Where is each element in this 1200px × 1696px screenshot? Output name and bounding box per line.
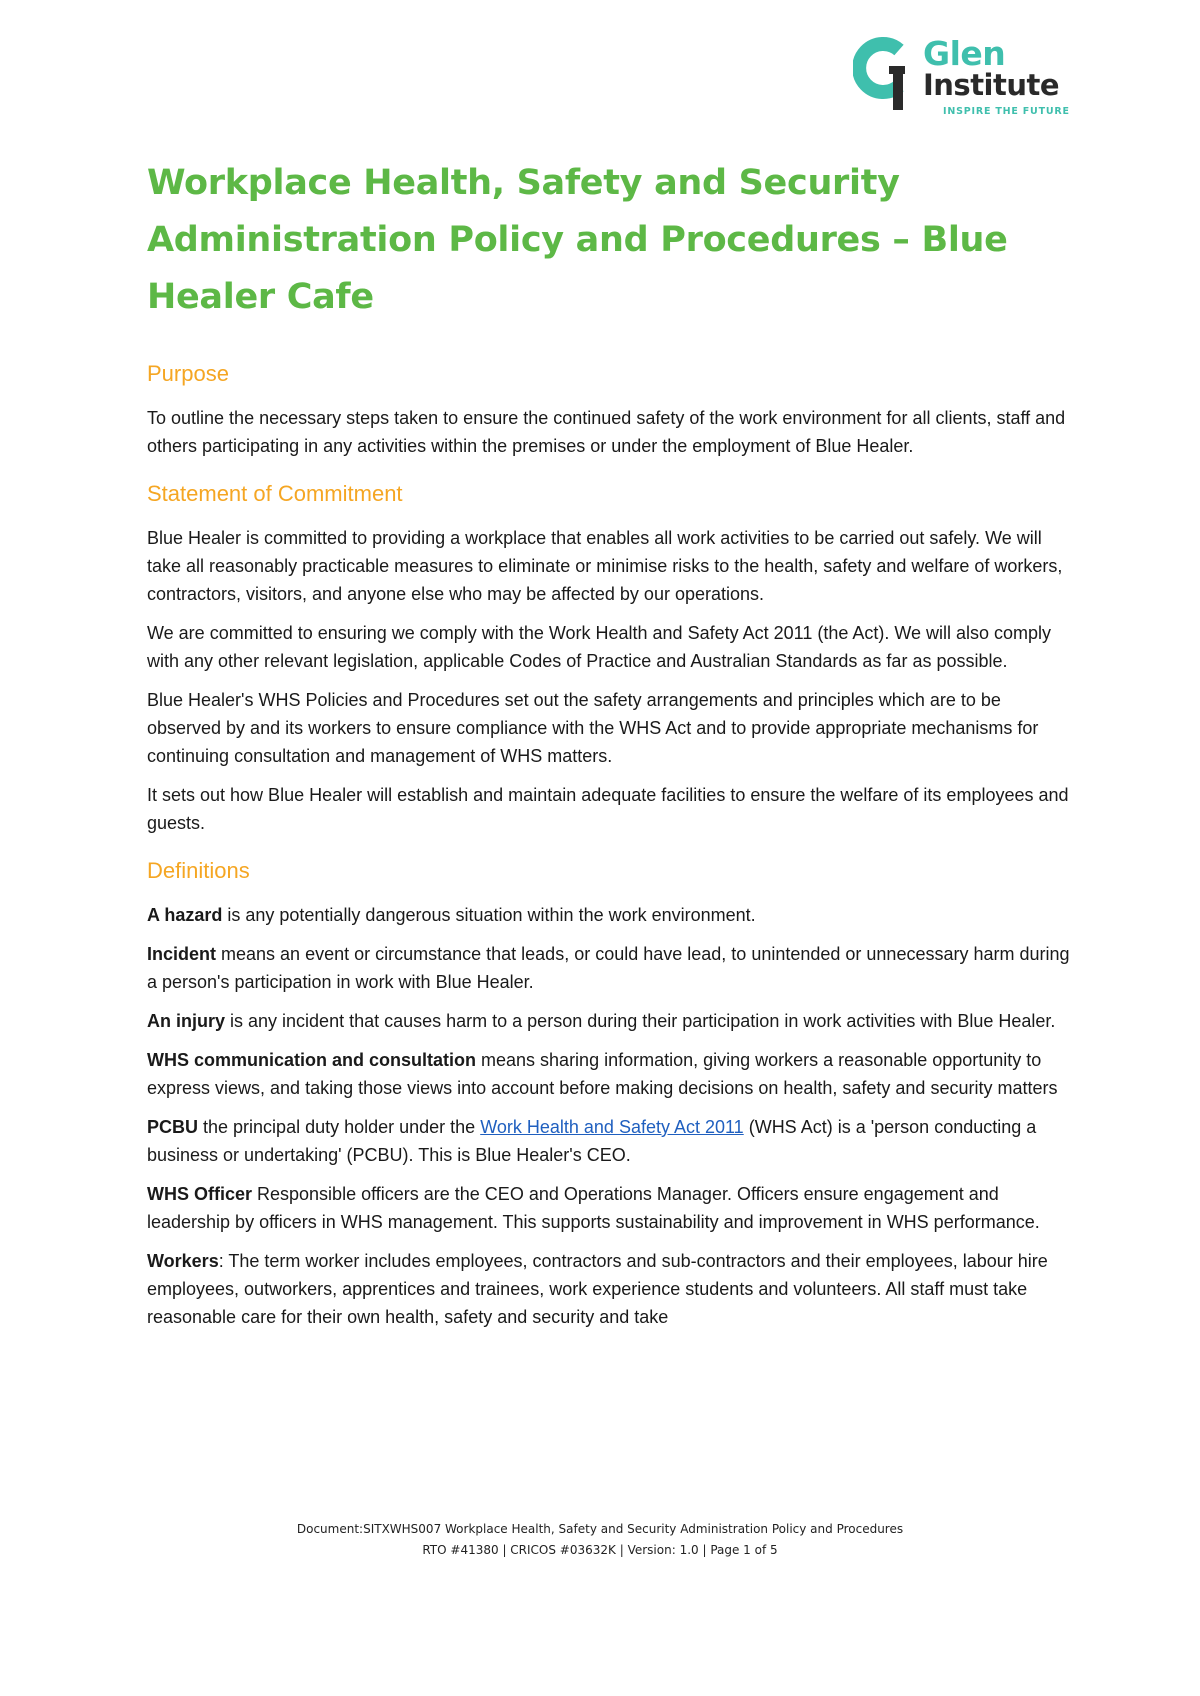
definition-term: WHS communication and consultation	[147, 1050, 477, 1070]
footer-document-line: Document:SITXWHS007 Workplace Health, Safety and Security Administration Policy and Procedures	[296, 1522, 904, 1536]
definition-whs-communication	[147, 1046, 1072, 1102]
definition-text: : The term worker includes employees, contractors and sub-contractors and their employees, labour hire employees, outworkers, apprentices and trainees, work experience students and volunteers. All staff must take reasonable care for their own health, safety and security and take	[147, 1251, 1048, 1327]
purpose-heading: Purpose	[147, 361, 229, 386]
whs-act-link[interactable]: Work Health and Safety Act 2011	[480, 1117, 744, 1137]
commitment-paragraph-2: We are committed to ensuring we comply with the Work Health and Safety Act 2011 (the Act). We will also comply with any other relevant legislation, applicable Codes of Practice and Australian Standards as far as possible.	[147, 623, 1052, 671]
glen-logo-mark-icon	[853, 36, 917, 112]
definition-term: An injury	[147, 1011, 226, 1031]
commitment-paragraph-1: Blue Healer is committed to providing a workplace that enables all work activities to be carried out safely. We will take all reasonably practicable measures to eliminate or minimise risks to the health, safety and welfare of workers, contractors, visitors, and anyone else who may be affected by our operations.	[147, 528, 1063, 604]
purpose-text: To outline the necessary steps taken to ensure the continued safety of the work environment for all clients, staff and others participating in any activities within the premises or under the employment of Blue Healer.	[147, 408, 1066, 456]
page-footer	[0, 1519, 1200, 1561]
commitment-section	[147, 480, 1072, 837]
definition-term: WHS Officer	[147, 1184, 253, 1204]
definition-text: (WHS Act) is a 'person conducting a business or undertaking' (PCBU). This is Blue Healer's CEO.	[147, 1117, 1037, 1165]
commitment-paragraph-3: Blue Healer's WHS Policies and Procedures set out the safety arrangements and principles which are to be observed by and its workers to ensure compliance with the WHS Act and to provide appropriate mechanisms for continuing consultation and management of WHS matters.	[147, 690, 1039, 766]
definition-term: A hazard	[147, 905, 223, 925]
definition-term: Incident	[147, 944, 217, 964]
document-body	[147, 155, 1072, 1351]
commitment-heading: Statement of Commitment	[147, 481, 403, 506]
definition-whs-officer	[147, 1180, 1072, 1236]
logo-tagline: INSPIRE THE FUTURE	[943, 106, 1070, 117]
logo-text-institute: Institute	[923, 68, 1060, 102]
purpose-section	[147, 360, 1072, 460]
glen-institute-logo	[853, 34, 1070, 117]
definition-term: Workers	[147, 1251, 219, 1271]
document-title: Workplace Health, Safety and Security Administration Policy and Procedures – Blue Healer Cafe	[147, 163, 1008, 317]
definitions-section	[147, 857, 1072, 1331]
definition-text: means sharing information, giving workers a reasonable opportunity to express views, and taking those views into account before making decisions on health, safety and security matters	[147, 1050, 1058, 1098]
definition-text: means an event or circumstance that leads, or could have lead, to unintended or unnecessary harm during a person's participation in work with Blue Healer.	[147, 944, 1070, 992]
commitment-paragraph-4: It sets out how Blue Healer will establish and maintain adequate facilities to ensure the welfare of its employees and guests.	[147, 785, 1069, 833]
definition-workers	[147, 1247, 1072, 1331]
definition-text: the principal duty holder under the	[198, 1117, 481, 1137]
definition-incident	[147, 940, 1072, 996]
definition-term: PCBU	[147, 1117, 199, 1137]
definition-text: is any incident that causes harm to a person during their participation in work activities with Blue Healer.	[225, 1011, 1056, 1031]
logo-text-glen: Glen	[923, 34, 1006, 73]
footer-rto-line: RTO #41380 | CRICOS #03632K | Version: 1.0 | Page 1 of 5	[422, 1543, 778, 1557]
definition-hazard	[147, 901, 1072, 929]
definition-pcbu	[147, 1113, 1072, 1169]
definitions-heading: Definitions	[147, 858, 250, 883]
definition-text: Responsible officers are the CEO and Operations Manager. Officers ensure engagement and leadership by officers in WHS management. This supports sustainability and improvement in WHS performance.	[147, 1184, 1040, 1232]
definition-text: is any potentially dangerous situation within the work environment.	[222, 905, 756, 925]
definition-injury	[147, 1007, 1072, 1035]
